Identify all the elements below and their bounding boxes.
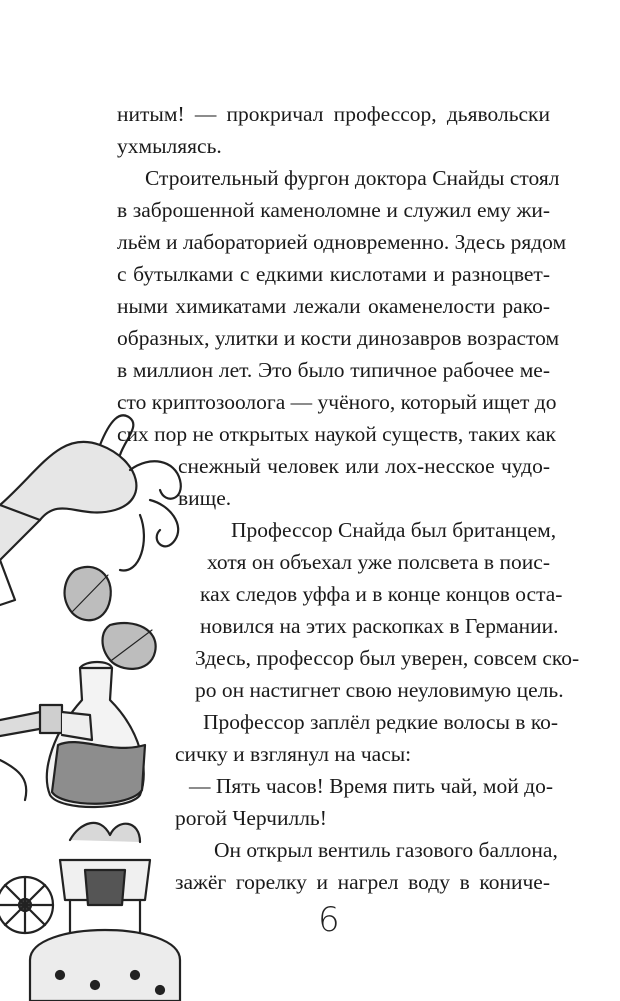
page-number: 6 [318, 900, 340, 940]
text-line: зажёг горелку и нагрел воду в кониче- [175, 870, 550, 894]
gas-cylinder-illustration [30, 930, 180, 1001]
text-line: ро он настигнет свою неуловимую цель. [195, 678, 564, 702]
text-line: Профессор заплёл редкие волосы в ко- [203, 710, 559, 734]
text-line: — Пять часов! Время пить чай, мой до- [189, 774, 553, 798]
text-line: нитым! — прокричал профессор, дьявольски [117, 102, 550, 126]
text-line: Он открыл вентиль газового баллона, [214, 838, 558, 862]
text-line: ными химикатами лежали окаменелости рако- [117, 294, 550, 318]
text-line: хотя он объехал уже полсвета в поис- [207, 550, 550, 574]
text-line: ухмыляясь. [117, 134, 222, 158]
text-line: образных, улитки и кости динозавров возрастом [117, 326, 560, 350]
leaf-icon-1 [65, 567, 111, 620]
text-line: вище. [178, 486, 232, 510]
text-line: в заброшенной каменоломне и служил ему жи- [117, 198, 550, 222]
text-line: сто криптозоолога — учёного, который ищет до [117, 390, 557, 414]
valve-wheel-icon [0, 877, 53, 933]
text-line: Профессор Снайда был британцем, [231, 518, 557, 542]
text-line: в миллион лет. Это было типичное рабочее ме- [117, 358, 550, 382]
text-line: сичку и взглянул на часы: [175, 742, 412, 766]
text-line: сих пор не открытых наукой существ, таких как [117, 422, 557, 446]
text-line: с бутылками с едкими кислотами и разноцвет- [117, 262, 550, 286]
text-line: рогой Черчилль! [175, 806, 327, 830]
text-line: Здесь, профессор был уверен, совсем ско- [195, 646, 580, 670]
text-line: ках следов уффа и в конце концов оста- [200, 582, 563, 606]
leaf-icon-2 [103, 623, 156, 669]
text-line: снежный человек или лох-несское чудо- [178, 454, 550, 478]
text-line: льём и лабораторией одновременно. Здесь рядом [117, 230, 567, 254]
text-line: Строительный фургон доктора Снайды стоял [145, 166, 560, 190]
text-line: новился на этих раскопках в Германии. [200, 614, 559, 638]
